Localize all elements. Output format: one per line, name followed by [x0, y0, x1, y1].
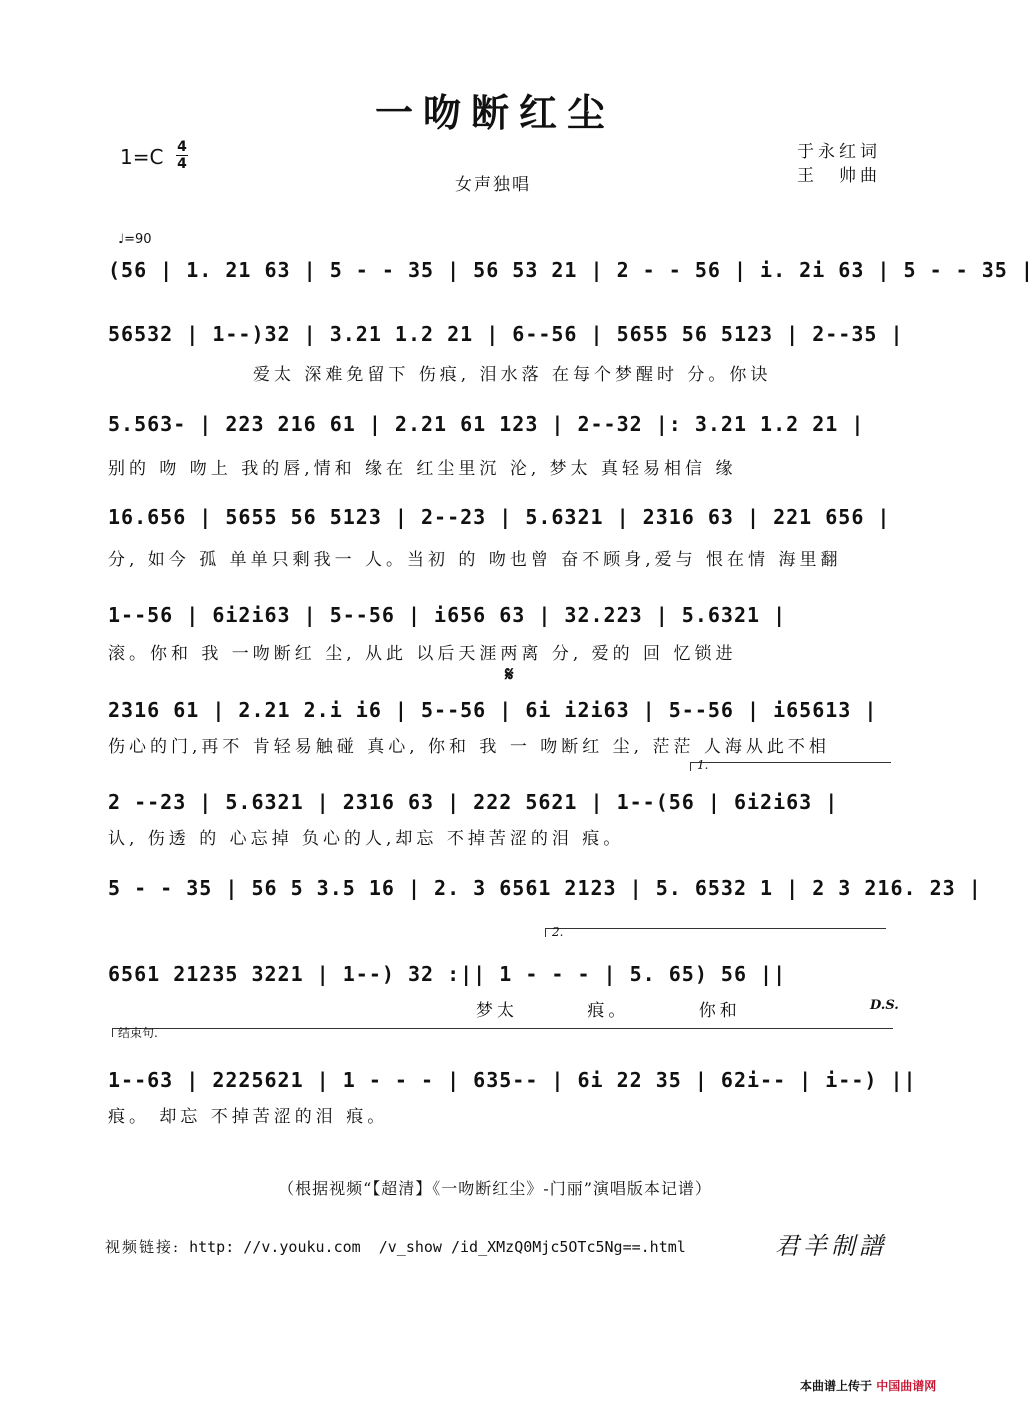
score-row-1 — [108, 258, 1034, 298]
footer-text: 本曲谱上传于 — [800, 1379, 873, 1393]
time-signature — [176, 140, 188, 171]
lyrics: 滚。你和 我 一吻断红 尘, 从此 以后天涯两离 分, 爱的 回 忆锁进 — [108, 644, 737, 664]
ds-mark: D.S. — [870, 998, 899, 1013]
notation: 2316 61 | 2.21 2.i i6 | 5--56 | 6i i2i63 | 5--56 | i65613 | — [108, 698, 878, 722]
meter-bottom: 4 — [177, 156, 187, 172]
score-row-8 — [108, 876, 982, 916]
meter-top: 4 — [177, 139, 187, 155]
ending-2-label: 2. — [552, 925, 564, 939]
transcriber-signature: 君羊制譜 — [775, 1232, 887, 1260]
ending-2-bracket — [545, 928, 886, 937]
notation: 1--56 | 6i2i63 | 5--56 | i656 63 | 32.223 | 5.6321 | — [108, 603, 787, 627]
notation: 6561 21235 3221 | 1--) 32 :|| 1 - - - | 5. 65) 56 || — [108, 962, 787, 986]
lyrics: 别的 吻 吻上 我的唇,情和 缘在 红尘里沉 沦, 梦太 真轻易相信 缘 — [108, 459, 737, 479]
score-row-3 — [108, 412, 896, 479]
coda-label: 结束句. — [118, 1026, 158, 1040]
video-link-url[interactable]: http: //v.youku.com /v_show /id_XMzQ0Mjc5OTc5Ng==.html — [189, 1238, 686, 1256]
site-logo[interactable]: 中国曲谱网 — [876, 1379, 937, 1393]
lyricist: 于永红词 — [797, 142, 881, 162]
score-row-5 — [108, 603, 896, 667]
score-row-7 — [108, 790, 896, 854]
lyrics: 认, 伤透 的 心忘掉 负心的人,却忘 不掉苦涩的泪 痕。 — [108, 829, 625, 849]
segno-mark: 𝄋 — [505, 662, 514, 686]
score-row-9 — [108, 962, 896, 1026]
footer-credit — [800, 1377, 936, 1394]
notation: 56532 | 1--)32 | 3.21 1.2 21 | 6--56 | 5655 56 5123 | 2--35 | — [108, 322, 904, 346]
lyrics: 梦太 痕。 你和 — [476, 1001, 741, 1021]
page-title: 一吻断红尘 — [374, 90, 615, 135]
score-row-4 — [108, 505, 896, 569]
performer: 女声独唱 — [455, 175, 531, 195]
notation: 2 --23 | 5.6321 | 2316 63 | 222 5621 | 1--(56 | 6i2i63 | — [108, 790, 839, 814]
notation: 5.563- | 223 216 61 | 2.21 61 123 | 2--32 |: 3.21 1.2 21 | — [108, 412, 865, 436]
notation: (56 | 1. 21 63 | 5 - - 35 | 56 53 21 | 2 - - 56 | i. 2i 63 | 5 - - 35 | — [108, 258, 1034, 282]
lyrics: 痕。 却忘 不掉苦涩的泪 痕。 — [108, 1107, 389, 1127]
notation: 1--63 | 2225621 | 1 - - - | 635-- | 6i 22 35 | 62i-- | i--) || — [108, 1068, 917, 1092]
coda-bracket — [112, 1028, 893, 1037]
lyrics: 爱太 深难免留下 伤痕, 泪水落 在每个梦醒时 分。你诀 — [253, 365, 772, 385]
composer: 王 帅曲 — [797, 166, 881, 186]
score-row-6 — [108, 698, 896, 762]
lyrics: 分, 如今 孤 单单只剩我一 人。当初 的 吻也曾 奋不顾身,爱与 恨在情 海里翻 — [108, 550, 842, 570]
ending-1-label: 1. — [697, 758, 709, 772]
key-signature: 1=C — [120, 145, 164, 169]
lyrics: 伤心的门,再不 肯轻易触碰 真心, 你和 我 一 吻断红 尘, 茫茫 人海从此不相 — [108, 737, 830, 757]
notation: 5 - - 35 | 56 5 3.5 16 | 2. 3 6561 2123 | 5. 6532 1 | 2 3 216. 23 | — [108, 876, 982, 900]
video-link — [105, 1236, 686, 1257]
source-caption: （根据视频“【超清】《一吻断红尘》-门丽”演唱版本记谱） — [278, 1179, 712, 1198]
score-row-2 — [108, 322, 904, 386]
score-row-10 — [108, 1068, 917, 1132]
video-link-label: 视频链接: — [105, 1238, 181, 1256]
ending-1-bracket — [690, 762, 891, 771]
credits — [797, 140, 881, 188]
tempo-marking: ♩=90 — [118, 232, 152, 247]
notation: 16.656 | 5655 56 5123 | 2--23 | 5.6321 | 2316 63 | 221 656 | — [108, 505, 891, 529]
